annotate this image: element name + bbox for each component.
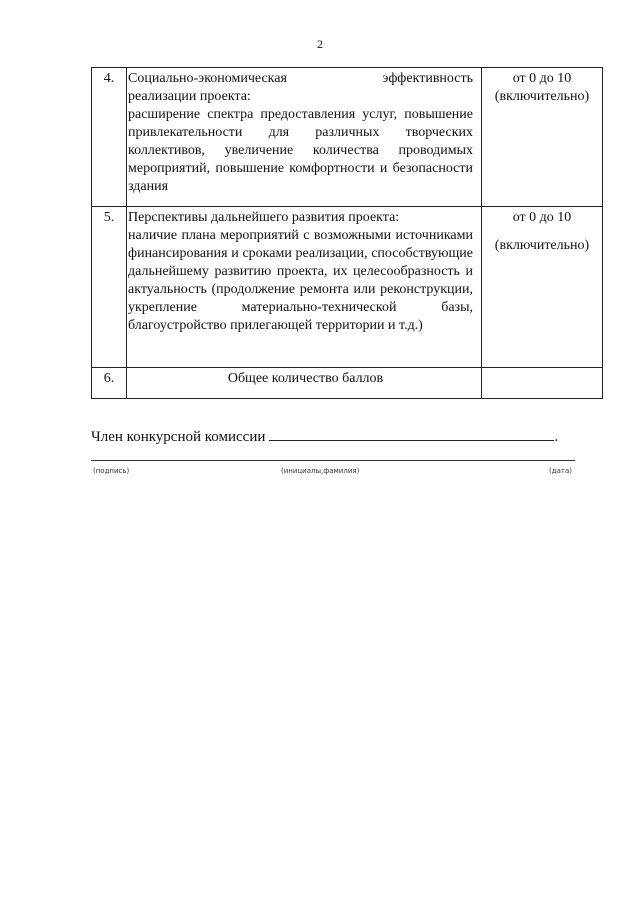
criterion-description [127, 68, 482, 207]
caption-signature: (подпись) [93, 467, 130, 475]
criterion-body: наличие плана мероприятий с возможными источниками финансирования и сроками реализации, способствующие дальнейшему развитию проекта, их целесообразность и актуальность (продолжение ремонта или реконструкции, укрепление материально-технической базы, благоустройство прилегающей территории и т.д.) [128, 228, 473, 333]
total-cell [127, 368, 482, 399]
signature-end-mark: . [554, 429, 559, 445]
score-range-note: (включительно) [494, 89, 590, 104]
table-row [92, 368, 603, 399]
caption-initials: (инициалы,фамилия) [281, 467, 360, 475]
score-range [482, 68, 603, 207]
criterion-title: Социально-экономическая эффективность [128, 71, 473, 86]
score-range-value: от 0 до 10 [512, 210, 572, 225]
score-range [482, 207, 603, 368]
total-label: Общее количество баллов [227, 371, 384, 386]
criterion-body: расширение спектра предоставления услуг, повышение привлекательности для различных творческих коллективов, увеличение количества проводимых мероприятий, повышение комфортности и безопасности здания [128, 107, 473, 194]
table-row [92, 68, 603, 207]
row-number: 6. [92, 368, 127, 399]
page-number: 2 [317, 37, 323, 51]
score-range-value: от 0 до 10 [512, 71, 572, 86]
signature-rule [91, 460, 575, 461]
criterion-description [127, 207, 482, 368]
row-number: 4. [92, 68, 127, 207]
signature-blank-line [269, 428, 554, 441]
score-range-note: (включительно) [494, 238, 590, 253]
commission-member-label: Член конкурсной комиссии [91, 429, 266, 445]
row-number: 5. [92, 207, 127, 368]
criterion-title-continuation: реализации проекта: [128, 89, 251, 104]
total-score-cell [482, 368, 603, 399]
criteria-table [91, 67, 603, 399]
table-row [92, 207, 603, 368]
commission-member-signature [91, 428, 603, 446]
caption-date: (дата) [549, 467, 572, 475]
criterion-title: Перспективы дальнейшего развития проекта: [128, 210, 400, 225]
